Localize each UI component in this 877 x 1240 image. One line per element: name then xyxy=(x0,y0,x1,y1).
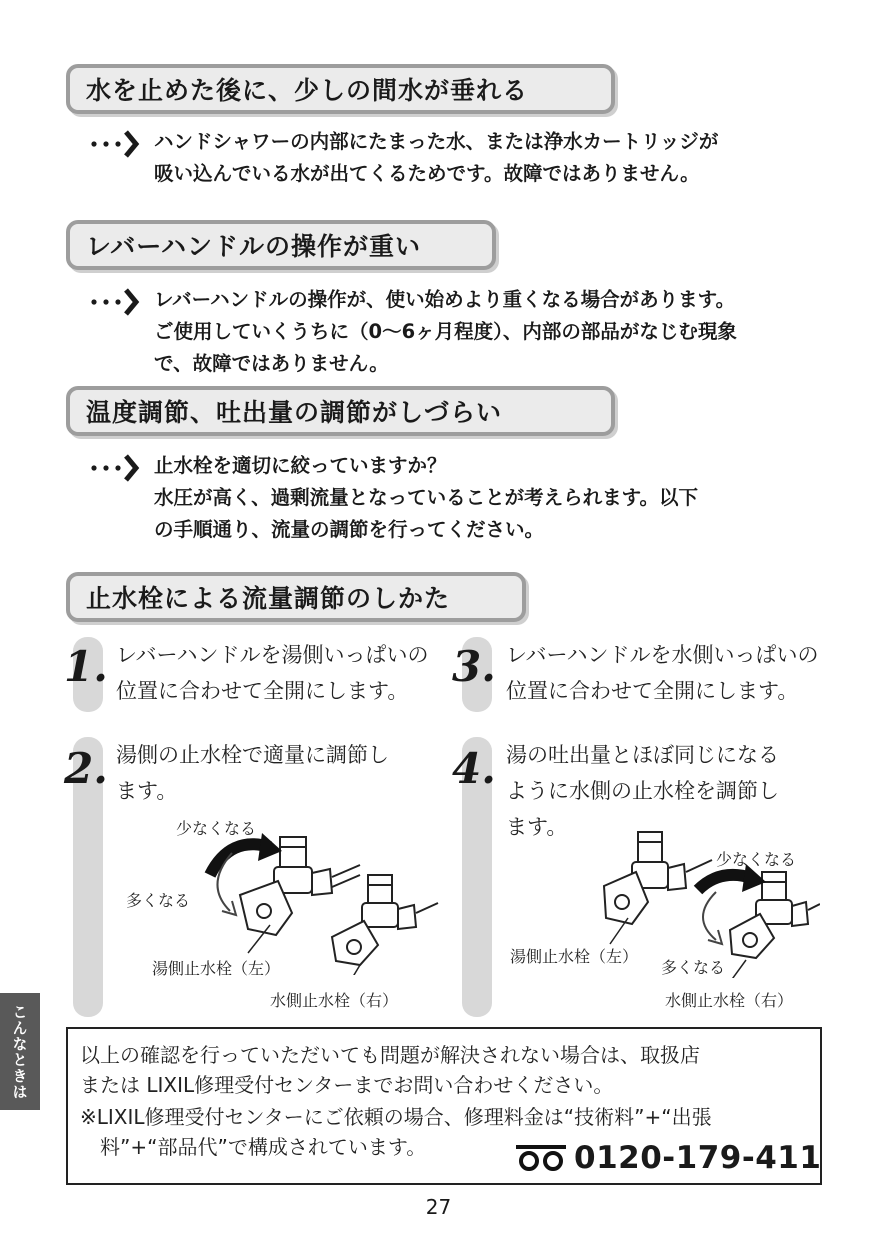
step-line: ます。 xyxy=(506,815,568,839)
section-body-temperature xyxy=(88,450,828,546)
label-cold-valve: 水側止水栓（右） xyxy=(270,991,399,1010)
label-cold-valve: 水側止水栓（右） xyxy=(665,991,794,1010)
label-less: 少なくなる xyxy=(176,819,257,838)
step-number: 1. xyxy=(64,642,108,691)
section-body-dripping xyxy=(88,126,828,190)
phone-number: 0120-179-411 xyxy=(574,1140,822,1176)
section-heading-heavy-lever xyxy=(66,220,496,270)
arrow-more-icon xyxy=(703,892,716,940)
arrow-bullet-icon xyxy=(88,126,150,158)
step-line: レバーハンドルを湯側いっぱいの xyxy=(116,643,429,667)
body-line: レバーハンドルの操作が、使い始めより重くなる場合があります。 xyxy=(154,288,736,311)
notice-line: 料”+“部品代”で構成されています。 xyxy=(100,1135,427,1159)
step-line: ように水側の止水栓を調節し xyxy=(506,779,779,803)
body-line: 止水栓を適切に絞っていますか？ xyxy=(154,454,447,477)
section-body-heavy-lever xyxy=(88,284,828,380)
section-heading-text: 水を止めた後に、少しの間水が垂れる xyxy=(86,76,529,105)
procedure-heading xyxy=(66,572,526,622)
section-heading-dripping xyxy=(66,64,615,114)
label-more: 多くなる xyxy=(661,958,726,977)
body-line: の手順通り、流量の調節を行ってください。 xyxy=(154,518,545,541)
step-number: 4. xyxy=(452,744,496,793)
arrow-bullet-icon xyxy=(88,284,150,316)
hot-valve-illustration xyxy=(240,837,360,935)
body-line: 水圧が高く、過剰流量となっていることが考えられます。以下 xyxy=(154,486,699,509)
label-less: 少なくなる xyxy=(716,850,797,869)
freedial-icon xyxy=(516,1145,566,1171)
section-heading-temperature xyxy=(66,386,615,436)
step-text xyxy=(116,637,428,709)
step-line: 位置に合わせて全開にします。 xyxy=(116,679,409,703)
section-heading-text: レバーハンドルの操作が重い xyxy=(86,232,422,261)
body-line: ご使用していくうちに（0～6ヶ月程度）、内部の部品がなじむ現象 xyxy=(154,320,737,343)
section-heading-text: 温度調節、吐出量の調節がしづらい xyxy=(86,398,503,427)
step-text xyxy=(506,637,818,709)
body-line: ハンドシャワーの内部にたまった水、または浄水カートリッジが xyxy=(154,130,719,153)
notice-line: 以上の確認を行っていただいても問題が解決されない場合は、取扱店 xyxy=(80,1043,700,1067)
body-line: 吸い込んでいる水が出てくるためです。故障ではありません。 xyxy=(154,162,700,185)
step-line: レバーハンドルを水側いっぱいの xyxy=(506,643,819,667)
label-hot-valve: 湯側止水栓（左） xyxy=(152,959,281,978)
section-heading-text: 止水栓による流量調節のしかた xyxy=(86,584,451,613)
freedial-phone xyxy=(516,1138,821,1178)
cold-valve-illustration xyxy=(332,875,438,965)
page-number: 27 xyxy=(425,1195,452,1219)
arrow-less-head-icon xyxy=(258,833,282,861)
hot-valve-illustration xyxy=(604,832,712,924)
step-line: 位置に合わせて全開にします。 xyxy=(506,679,799,703)
step-number: 3. xyxy=(452,642,496,691)
notice-line: または LIXIL修理受付センターまでお問い合わせください。 xyxy=(80,1073,614,1097)
step-line: ます。 xyxy=(116,779,178,803)
step-number: 2. xyxy=(64,744,108,793)
step-line: 湯の吐出量とほぼ同じになる xyxy=(506,743,779,767)
valve-diagram-left xyxy=(200,825,440,975)
label-hot-valve: 湯側止水栓（左） xyxy=(510,947,639,966)
notice-line: ※LIXIL修理受付センターにご依頼の場合、修理料金は“技術料”+“出張 xyxy=(80,1105,712,1129)
step-line: 湯側の止水栓で適量に調節し xyxy=(116,743,389,767)
step-text xyxy=(116,737,389,809)
arrow-bullet-icon xyxy=(88,450,150,482)
body-line: で、故障ではありません。 xyxy=(154,352,389,375)
label-more: 多くなる xyxy=(126,891,191,910)
side-tab-troubleshooting: こんなときは xyxy=(0,993,40,1110)
